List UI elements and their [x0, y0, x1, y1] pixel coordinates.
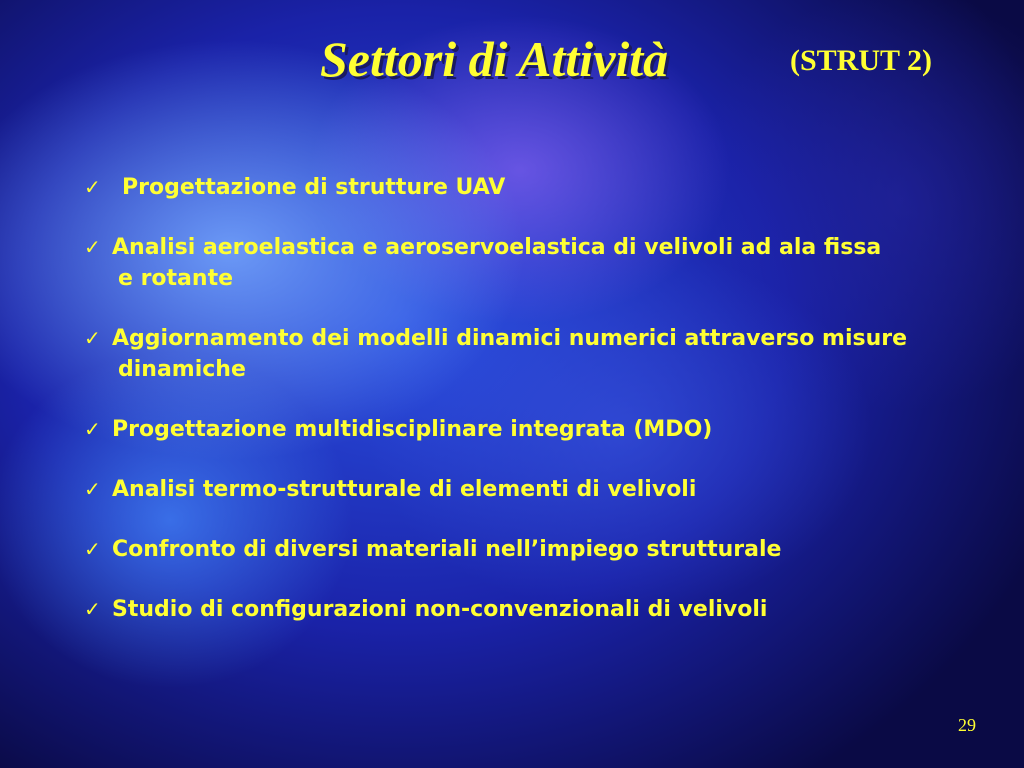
- title-bar: [0, 30, 1024, 90]
- bullet-text: Confronto di diversi materiali nell’impiego strutturale: [112, 537, 782, 562]
- slide-subtitle: (STRUT 2): [790, 44, 932, 77]
- list-item: [84, 594, 1019, 625]
- list-item: [84, 474, 1019, 505]
- list-item: [84, 232, 1019, 294]
- slide-title: Settori di Attività: [320, 31, 669, 87]
- checkmark-icon: ✓: [84, 235, 101, 259]
- bullet-text-continuation: e rotante: [118, 266, 234, 291]
- checkmark-icon: ✓: [84, 597, 101, 621]
- bullet-text: Aggiornamento dei modelli dinamici numerici attraverso misure: [112, 326, 908, 351]
- bullet-text: Progettazione multidisciplinare integrata (MDO): [112, 417, 713, 442]
- bullet-text-continuation: dinamiche: [118, 357, 246, 382]
- page-number: 29: [958, 715, 976, 735]
- checkmark-icon: ✓: [84, 477, 101, 501]
- bullet-text: Analisi aeroelastica e aeroservoelastica di velivoli ad ala fissa: [112, 235, 882, 260]
- bullet-text: Progettazione di strutture UAV: [122, 175, 506, 200]
- bullet-text: Analisi termo-strutturale di elementi di velivoli: [112, 477, 697, 502]
- checkmark-icon: ✓: [84, 417, 101, 441]
- checkmark-icon: ✓: [84, 326, 101, 350]
- list-item: [84, 414, 1019, 445]
- bullet-text: Studio di configurazioni non-convenzionali di velivoli: [112, 597, 768, 622]
- list-item: [84, 323, 1019, 385]
- checkmark-icon: ✓: [84, 175, 101, 199]
- checkmark-icon: ✓: [84, 537, 101, 561]
- bullet-list: [84, 172, 1019, 654]
- list-item: [84, 172, 1019, 203]
- list-item: [84, 534, 1019, 565]
